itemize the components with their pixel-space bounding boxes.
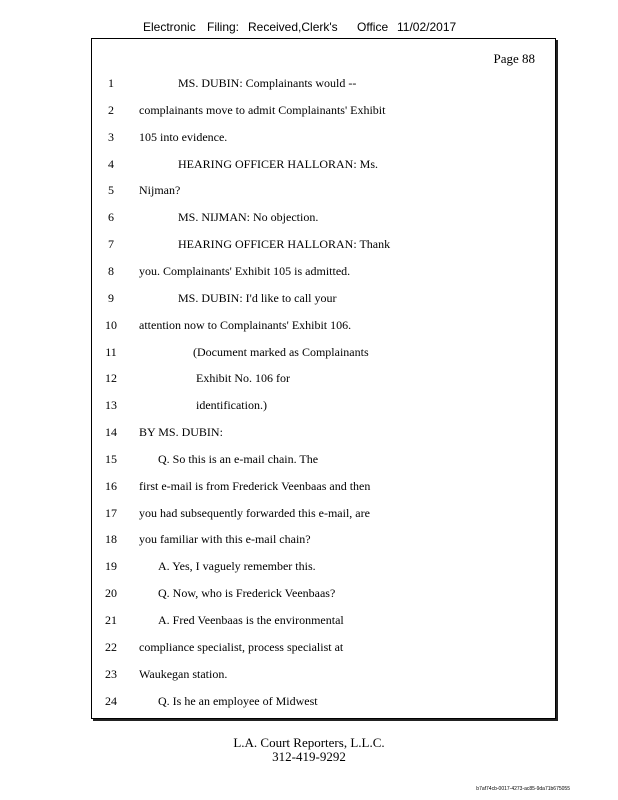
line-number: 2 [108,102,114,117]
line-text: compliance specialist, process specialist at [139,639,344,654]
line-number: 19 [105,559,117,574]
line-number: 13 [105,398,117,413]
line-number: 4 [108,156,114,171]
document-id: b7af74cb-0017-4273-ac85-9da71b675055 [476,786,570,792]
line-text: MS. NIJMAN: No objection. [178,210,319,225]
line-text: complainants move to admit Complainants' Exhibit [139,102,386,117]
line-number: 23 [105,666,117,681]
line-number: 11 [105,344,117,359]
transcript-page [91,38,556,719]
line-number: 5 [108,183,114,198]
transcript-line [92,667,557,685]
line-text: Waukegan station. [139,666,228,681]
transcript-line [92,506,557,524]
transcript-line [92,559,557,577]
line-text: identification.) [196,398,267,413]
transcript-line [92,291,557,309]
filing-date: 11/02/2017 [397,20,457,34]
filing-electronic: Electronic [143,20,196,34]
transcript-line [92,371,557,389]
line-text: you familiar with this e-mail chain? [139,532,311,547]
transcript-line [92,398,557,416]
line-text: BY MS. DUBIN: [139,425,223,440]
transcript-line [92,345,557,363]
transcript-line [92,183,557,201]
transcript-line [92,237,557,255]
line-text: HEARING OFFICER HALLORAN: Thank [178,237,391,252]
line-number: 14 [105,425,117,440]
line-number: 17 [105,505,117,520]
filing-stamp [0,20,618,38]
line-text: you had subsequently forwarded this e-mail, are [139,505,370,520]
line-number: 15 [105,451,117,466]
line-text: you. Complainants' Exhibit 105 is admitted. [139,263,351,278]
line-number: 1 [108,76,114,90]
line-number: 6 [108,210,114,225]
line-number: 3 [108,129,114,144]
transcript-line [92,586,557,604]
line-text: MS. DUBIN: I'd like to call your [178,290,337,305]
line-text: 105 into evidence. [139,129,228,144]
transcript-line [92,103,557,121]
line-number: 12 [105,371,117,386]
transcript-line [92,264,557,282]
line-number: 18 [105,532,117,547]
transcript-line [92,318,557,336]
transcript-line [92,613,557,631]
transcript-line [92,210,557,228]
line-text: A. Yes, I vaguely remember this. [158,559,316,574]
transcript-line [92,76,557,94]
line-text: (Document marked as Complainants [193,344,369,359]
footer-company: L.A. Court Reporters, L.L.C. [233,735,385,750]
line-text: attention now to Complainants' Exhibit 106. [139,317,352,332]
line-number: 10 [105,317,117,332]
line-number: 7 [108,237,114,252]
transcript-line [92,694,557,712]
filing-received: Received,Clerk's [248,20,338,34]
transcript-line [92,157,557,175]
line-number: 16 [105,478,117,493]
line-number: 20 [105,586,117,601]
transcript-line [92,532,557,550]
transcript-line [92,479,557,497]
line-number: 8 [108,263,114,278]
filing-office: Office [357,20,389,34]
line-number: 24 [105,693,117,708]
transcript-line [92,452,557,470]
line-text: HEARING OFFICER HALLORAN: Ms. [178,156,379,171]
transcript-line [92,640,557,658]
page-number: Page 88 [493,51,535,66]
line-text: MS. DUBIN: Complainants would -- [178,76,357,90]
line-number: 21 [105,613,117,627]
footer-phone: 312-419-9292 [272,749,346,764]
line-number: 9 [108,290,114,305]
filing-filing: Filing: [207,20,240,34]
line-text: first e-mail is from Frederick Veenbaas and then [139,478,371,493]
transcript-line [92,425,557,443]
line-text: Exhibit No. 106 for [196,371,290,386]
line-number: 22 [105,639,117,654]
line-text: Q. Now, who is Frederick Veenbaas? [158,586,336,601]
transcript-line [92,130,557,148]
line-text: Nijman? [139,183,181,198]
line-text: Q. So this is an e-mail chain. The [158,451,319,466]
line-text: Q. Is he an employee of Midwest [158,693,318,708]
line-text: A. Fred Veenbaas is the environmental [158,613,344,627]
